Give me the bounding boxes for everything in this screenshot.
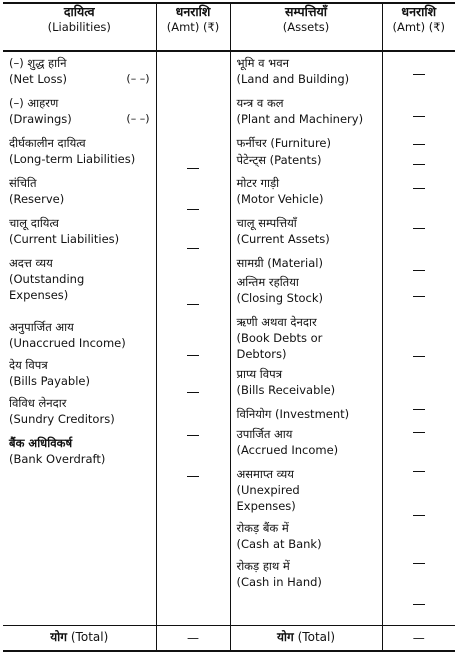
asset-label-hindi: मोटर गाड़ी xyxy=(236,176,280,190)
total-right-amount-value: — xyxy=(412,631,425,645)
asset-item xyxy=(237,467,382,521)
asset-label-english: (Cash at Bank) xyxy=(236,536,322,551)
total-left-amount xyxy=(156,626,230,652)
amount-placeholder xyxy=(187,392,199,393)
asset-item xyxy=(237,256,382,275)
assets-header-hindi: सम्पत्तियाँ xyxy=(285,4,327,19)
liability-item xyxy=(9,358,156,396)
amount-header-left xyxy=(156,3,230,51)
asset-label-line xyxy=(237,407,382,423)
total-right-amount xyxy=(382,626,455,652)
asset-label-hindi: पेटेन्ट्स xyxy=(236,153,267,167)
deduction-mark: (– –) xyxy=(126,72,150,85)
asset-item xyxy=(237,521,382,559)
asset-label-english: (Land and Building) xyxy=(236,71,350,86)
asset-label-hindi: चालू सम्पत्तियाँ xyxy=(236,216,297,230)
amount-header-right xyxy=(382,3,455,51)
liability-label-hindi: चालू दायित्व xyxy=(9,216,59,230)
liability-item xyxy=(9,320,156,358)
asset-label-hindi: ऋणी अथवा देनदार xyxy=(236,315,317,329)
liability-item xyxy=(9,136,156,176)
liability-item xyxy=(9,216,156,256)
amount-placeholder xyxy=(187,304,199,305)
asset-label-hindi: उपार्जित आय xyxy=(236,427,293,441)
liability-item xyxy=(9,396,156,436)
asset-label-line xyxy=(237,136,382,152)
liability-label-english: (Reserve) xyxy=(9,191,65,206)
amount-header-right-english: (Amt) (₹) xyxy=(392,20,445,34)
liabilities-header-hindi: दायित्व xyxy=(63,4,95,19)
liabilities-amount-column xyxy=(156,51,230,626)
liabilities-column xyxy=(3,51,156,626)
amount-header-right-hindi: धनराशि xyxy=(401,4,437,19)
asset-label-hindi: अन्तिम रहतिया xyxy=(236,275,299,289)
amount-placeholder xyxy=(413,563,425,564)
asset-item xyxy=(237,96,382,136)
asset-label-english: (Unexpired Expenses) xyxy=(236,482,300,513)
liability-label-hindi: विविध लेनदार xyxy=(9,396,67,410)
asset-item xyxy=(237,275,382,315)
amount-placeholder xyxy=(187,168,199,169)
liability-label-hindi: दीर्घकालीन दायित्व xyxy=(9,136,86,150)
total-row xyxy=(3,626,455,652)
asset-label-english: (Cash in Hand) xyxy=(236,574,322,589)
asset-label-english: (Book Debts or Debtors) xyxy=(236,330,323,361)
total-left-english: (Total) xyxy=(70,630,109,645)
asset-label-line xyxy=(237,153,382,169)
amount-placeholder xyxy=(413,604,425,605)
liability-label-english: (Drawings) xyxy=(9,111,72,126)
liability-label-english: (Net Loss) xyxy=(9,71,68,86)
liability-item xyxy=(9,256,156,320)
asset-label-english: (Bills Receivable) xyxy=(236,382,336,397)
liability-item xyxy=(9,56,156,96)
asset-item xyxy=(237,559,382,597)
asset-label-hindi: विनियोग xyxy=(236,407,272,421)
total-left-amount-value: — xyxy=(187,631,199,645)
deduction-mark: (– –) xyxy=(126,112,150,125)
amount-placeholder xyxy=(413,515,425,516)
asset-label-hindi: यन्त्र व कल xyxy=(236,96,284,110)
amount-placeholder xyxy=(413,356,425,357)
total-right-hindi: योग xyxy=(276,630,294,645)
asset-label-hindi: फर्नीचर xyxy=(236,136,267,150)
liability-label-english: (Sundry Creditors) xyxy=(9,411,115,426)
liability-label-english: (Bills Payable) xyxy=(9,373,90,388)
asset-label-english: (Patents) xyxy=(269,153,322,167)
asset-item xyxy=(237,427,382,467)
asset-item xyxy=(237,315,382,367)
asset-label-hindi: भूमि व भवन xyxy=(236,56,290,70)
asset-label-english: (Investment) xyxy=(275,407,350,421)
asset-label-english: (Motor Vehicle) xyxy=(236,191,324,206)
amount-header-left-hindi: धनराशि xyxy=(175,4,211,19)
amount-placeholder xyxy=(413,144,425,145)
liabilities-header-english: (Liabilities) xyxy=(47,20,111,34)
liability-label-hindi: देय विपत्र xyxy=(9,358,48,372)
amount-header-left-english: (Amt) (₹) xyxy=(166,20,220,34)
liability-label-english: (Long-term Liabilities) xyxy=(9,151,136,166)
liability-label-english: (Outstanding Expenses) xyxy=(9,271,85,302)
body-row xyxy=(3,51,455,626)
total-left-label xyxy=(3,626,156,652)
liability-item xyxy=(9,176,156,216)
asset-label-english: (Current Assets) xyxy=(236,231,330,246)
asset-label-english: (Furniture) xyxy=(270,136,331,150)
liabilities-header xyxy=(3,3,156,51)
asset-item xyxy=(237,367,382,407)
asset-label-english: (Plant and Machinery) xyxy=(236,111,364,126)
amount-placeholder xyxy=(187,476,199,477)
total-left-hindi: योग xyxy=(50,630,68,645)
asset-item xyxy=(237,176,382,216)
liability-label-hindi: अनुपार्जित आय xyxy=(9,320,74,334)
asset-label-hindi: प्राप्य विपत्र xyxy=(236,367,283,381)
asset-label-hindi: रोकड़ बैंक में xyxy=(236,521,289,535)
amount-placeholder xyxy=(413,164,425,165)
liability-item xyxy=(9,96,156,136)
asset-item xyxy=(237,407,382,427)
assets-header-english: (Assets) xyxy=(282,20,330,34)
assets-amount-column xyxy=(382,51,455,626)
asset-item xyxy=(237,153,382,176)
liability-label-hindi: बैंक अधिविकर्ष xyxy=(9,436,73,450)
assets-header xyxy=(230,3,382,51)
liability-label-english: (Current Liabilities) xyxy=(9,231,120,246)
balance-sheet-table xyxy=(3,2,455,652)
liability-item xyxy=(9,436,156,476)
liability-label-hindi: संचिति xyxy=(9,176,37,190)
asset-item xyxy=(237,136,382,153)
amount-placeholder xyxy=(413,471,425,472)
asset-label-english: (Accrued Income) xyxy=(236,442,339,457)
asset-item xyxy=(237,56,382,96)
asset-item xyxy=(237,216,382,256)
asset-label-hindi: असमाप्त व्यय xyxy=(236,467,294,481)
liability-label-english: (Unaccrued Income) xyxy=(9,335,126,350)
liability-label-hindi: (–) शुद्ध हानि xyxy=(9,56,67,70)
asset-label-english: (Closing Stock) xyxy=(236,290,323,305)
amount-placeholder xyxy=(187,248,199,249)
amount-placeholder xyxy=(187,209,199,210)
amount-placeholder xyxy=(413,432,425,433)
amount-placeholder xyxy=(413,116,425,117)
amount-placeholder xyxy=(413,74,425,75)
liability-label-english: (Bank Overdraft) xyxy=(9,451,106,466)
amount-placeholder xyxy=(413,409,425,410)
amount-placeholder xyxy=(187,355,199,356)
liability-label-hindi: (–) आहरण xyxy=(9,96,59,110)
asset-label-line xyxy=(237,256,382,272)
liability-label-hindi: अदत्त व्यय xyxy=(9,256,53,270)
asset-label-hindi: रोकड़ हाथ में xyxy=(236,559,290,573)
header-row xyxy=(3,3,455,51)
asset-label-english: (Material) xyxy=(267,256,323,270)
amount-placeholder xyxy=(413,188,425,189)
amount-placeholder xyxy=(413,270,425,271)
assets-column xyxy=(230,51,382,626)
total-right-label xyxy=(230,626,382,652)
amount-placeholder xyxy=(187,435,199,436)
amount-placeholder xyxy=(413,296,425,297)
amount-placeholder xyxy=(413,228,425,229)
total-right-english: (Total) xyxy=(297,630,336,645)
asset-label-hindi: सामग्री xyxy=(236,256,264,270)
